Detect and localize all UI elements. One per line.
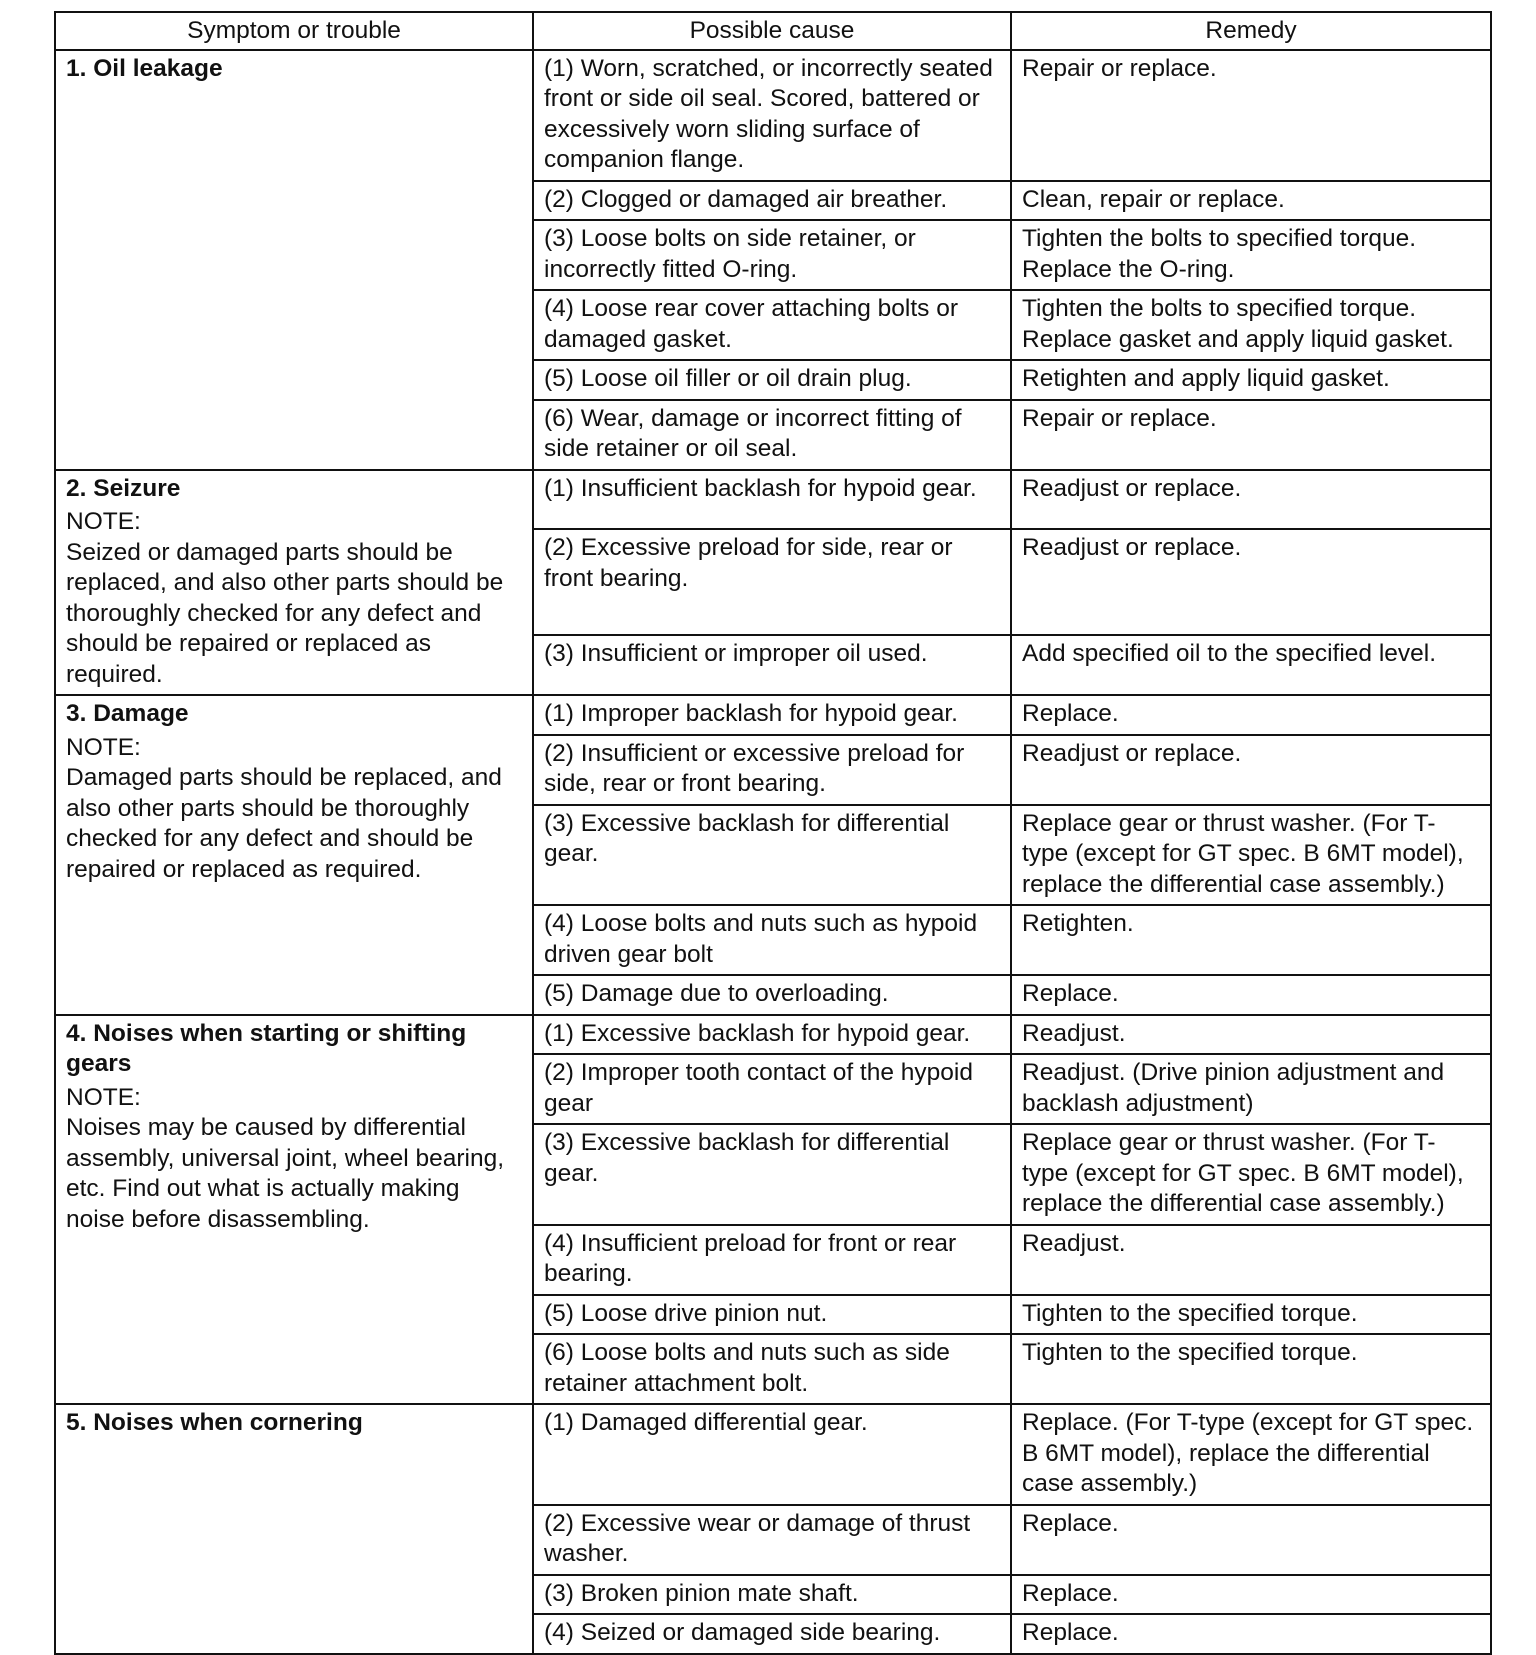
remedy-cell: Repair or replace. bbox=[1011, 400, 1491, 470]
header-cause: Possible cause bbox=[533, 12, 1011, 50]
remedy-cell: Repair or replace. bbox=[1011, 50, 1491, 181]
symptom-title: 5. Noises when cornering bbox=[66, 1409, 363, 1436]
symptom-cell bbox=[55, 50, 533, 470]
symptom-cell bbox=[55, 695, 533, 1015]
cause-cell: (3) Insufficient or improper oil used. bbox=[533, 635, 1011, 695]
cause-cell: (5) Damage due to overloading. bbox=[533, 975, 1011, 1015]
cause-cell: (6) Loose bolts and nuts such as side retainer attachment bolt. bbox=[533, 1334, 1011, 1404]
symptom-cell bbox=[55, 470, 533, 696]
table-body bbox=[55, 50, 1491, 1654]
cause-cell: (1) Improper backlash for hypoid gear. bbox=[533, 695, 1011, 735]
cause-cell: (3) Loose bolts on side retainer, or incorrectly fitted O-ring. bbox=[533, 220, 1011, 290]
remedy-cell: Replace gear or thrust washer. (For T-type (except for GT spec. B 6MT model), replace the differential case assembly.) bbox=[1011, 805, 1491, 906]
symptom-title: 4. Noises when starting or shifting gears bbox=[66, 1019, 467, 1077]
symptom-title: 2. Seizure bbox=[66, 474, 181, 502]
remedy-cell: Readjust. (Drive pinion adjustment and backlash adjustment) bbox=[1011, 1054, 1491, 1124]
troubleshooting-table bbox=[54, 11, 1492, 1655]
remedy-cell: Readjust. bbox=[1011, 1225, 1491, 1295]
header-row bbox=[55, 12, 1491, 50]
table-row bbox=[55, 1015, 1491, 1055]
cause-cell: (3) Excessive backlash for differential gear. bbox=[533, 805, 1011, 906]
troubleshooting-document bbox=[54, 11, 1490, 1655]
cause-cell: (6) Wear, damage or incorrect fitting of side retainer or oil seal. bbox=[533, 400, 1011, 470]
remedy-cell: Retighten. bbox=[1011, 905, 1491, 975]
cause-cell: (2) Clogged or damaged air breather. bbox=[533, 181, 1011, 221]
cause-cell: (4) Loose bolts and nuts such as hypoid driven gear bolt bbox=[533, 905, 1011, 975]
cause-cell: (2) Insufficient or excessive preload for side, rear or front bearing. bbox=[533, 735, 1011, 805]
symptom-cell bbox=[55, 1015, 533, 1405]
cause-cell: (4) Loose rear cover attaching bolts or damaged gasket. bbox=[533, 290, 1011, 360]
remedy-cell: Readjust or replace. bbox=[1011, 735, 1491, 805]
cause-cell: (3) Broken pinion mate shaft. bbox=[533, 1575, 1011, 1615]
table-row bbox=[55, 1404, 1491, 1505]
remedy-cell: Tighten the bolts to specified torque. Replace gasket and apply liquid gasket. bbox=[1011, 290, 1491, 360]
cause-cell: (4) Seized or damaged side bearing. bbox=[533, 1614, 1011, 1654]
cause-cell: (1) Insufficient backlash for hypoid gear. bbox=[533, 470, 1011, 530]
remedy-cell: Clean, repair or replace. bbox=[1011, 181, 1491, 221]
remedy-cell: Readjust or replace. bbox=[1011, 529, 1491, 635]
note-label: NOTE: bbox=[66, 1083, 141, 1111]
cause-cell: (5) Loose oil filler or oil drain plug. bbox=[533, 360, 1011, 400]
cause-cell: (2) Improper tooth contact of the hypoid gear bbox=[533, 1054, 1011, 1124]
remedy-cell: Replace. bbox=[1011, 975, 1491, 1015]
cause-cell: (3) Excessive backlash for differential gear. bbox=[533, 1124, 1011, 1225]
cause-cell: (2) Excessive wear or damage of thrust washer. bbox=[533, 1505, 1011, 1575]
remedy-cell: Retighten and apply liquid gasket. bbox=[1011, 360, 1491, 400]
remedy-cell: Replace. bbox=[1011, 1575, 1491, 1615]
cause-cell: (2) Excessive preload for side, rear or front bearing. bbox=[533, 529, 1011, 635]
remedy-cell: Replace. bbox=[1011, 1505, 1491, 1575]
symptom-cell bbox=[55, 1404, 533, 1654]
header-remedy: Remedy bbox=[1011, 12, 1491, 50]
cause-cell: (5) Loose drive pinion nut. bbox=[533, 1295, 1011, 1335]
note-text: Seized or damaged parts should be replaced, and also other parts should be thoroughly checked for any defect and should be repaired or replaced as required. bbox=[66, 538, 504, 688]
header-symptom: Symptom or trouble bbox=[55, 12, 533, 50]
table-row bbox=[55, 470, 1491, 530]
remedy-cell: Tighten the bolts to specified torque. Replace the O-ring. bbox=[1011, 220, 1491, 290]
table-row bbox=[55, 50, 1491, 181]
symptom-title: 1. Oil leakage bbox=[66, 54, 223, 82]
note-label: NOTE: bbox=[66, 733, 141, 761]
cause-cell: (1) Damaged differential gear. bbox=[533, 1404, 1011, 1505]
remedy-cell: Replace. bbox=[1011, 695, 1491, 735]
cause-cell: (1) Worn, scratched, or incorrectly seated front or side oil seal. Scored, battered or excessively worn sliding surface of companion flange. bbox=[533, 50, 1011, 181]
remedy-cell: Readjust. bbox=[1011, 1015, 1491, 1055]
note-text: Damaged parts should be replaced, and also other parts should be thoroughly checked for any defect and should be repaired or replaced as required. bbox=[66, 764, 502, 883]
note-label: NOTE: bbox=[66, 508, 141, 535]
symptom-title: 3. Damage bbox=[66, 700, 189, 727]
remedy-cell: Add specified oil to the specified level. bbox=[1011, 635, 1491, 695]
remedy-cell: Replace. bbox=[1011, 1614, 1491, 1654]
remedy-cell: Tighten to the specified torque. bbox=[1011, 1295, 1491, 1335]
remedy-cell: Readjust or replace. bbox=[1011, 470, 1491, 530]
remedy-cell: Replace gear or thrust washer. (For T-type (except for GT spec. B 6MT model), replace the differential case assembly.) bbox=[1011, 1124, 1491, 1225]
remedy-cell: Replace. (For T-type (except for GT spec. B 6MT model), replace the differential case assembly.) bbox=[1011, 1404, 1491, 1505]
note-text: Noises may be caused by differential assembly, universal joint, wheel bearing, etc. Find out what is actually making noise before disassembling. bbox=[66, 1114, 505, 1233]
cause-cell: (4) Insufficient preload for front or rear bearing. bbox=[533, 1225, 1011, 1295]
table-row bbox=[55, 695, 1491, 735]
remedy-cell: Tighten to the specified torque. bbox=[1011, 1334, 1491, 1404]
cause-cell: (1) Excessive backlash for hypoid gear. bbox=[533, 1015, 1011, 1055]
